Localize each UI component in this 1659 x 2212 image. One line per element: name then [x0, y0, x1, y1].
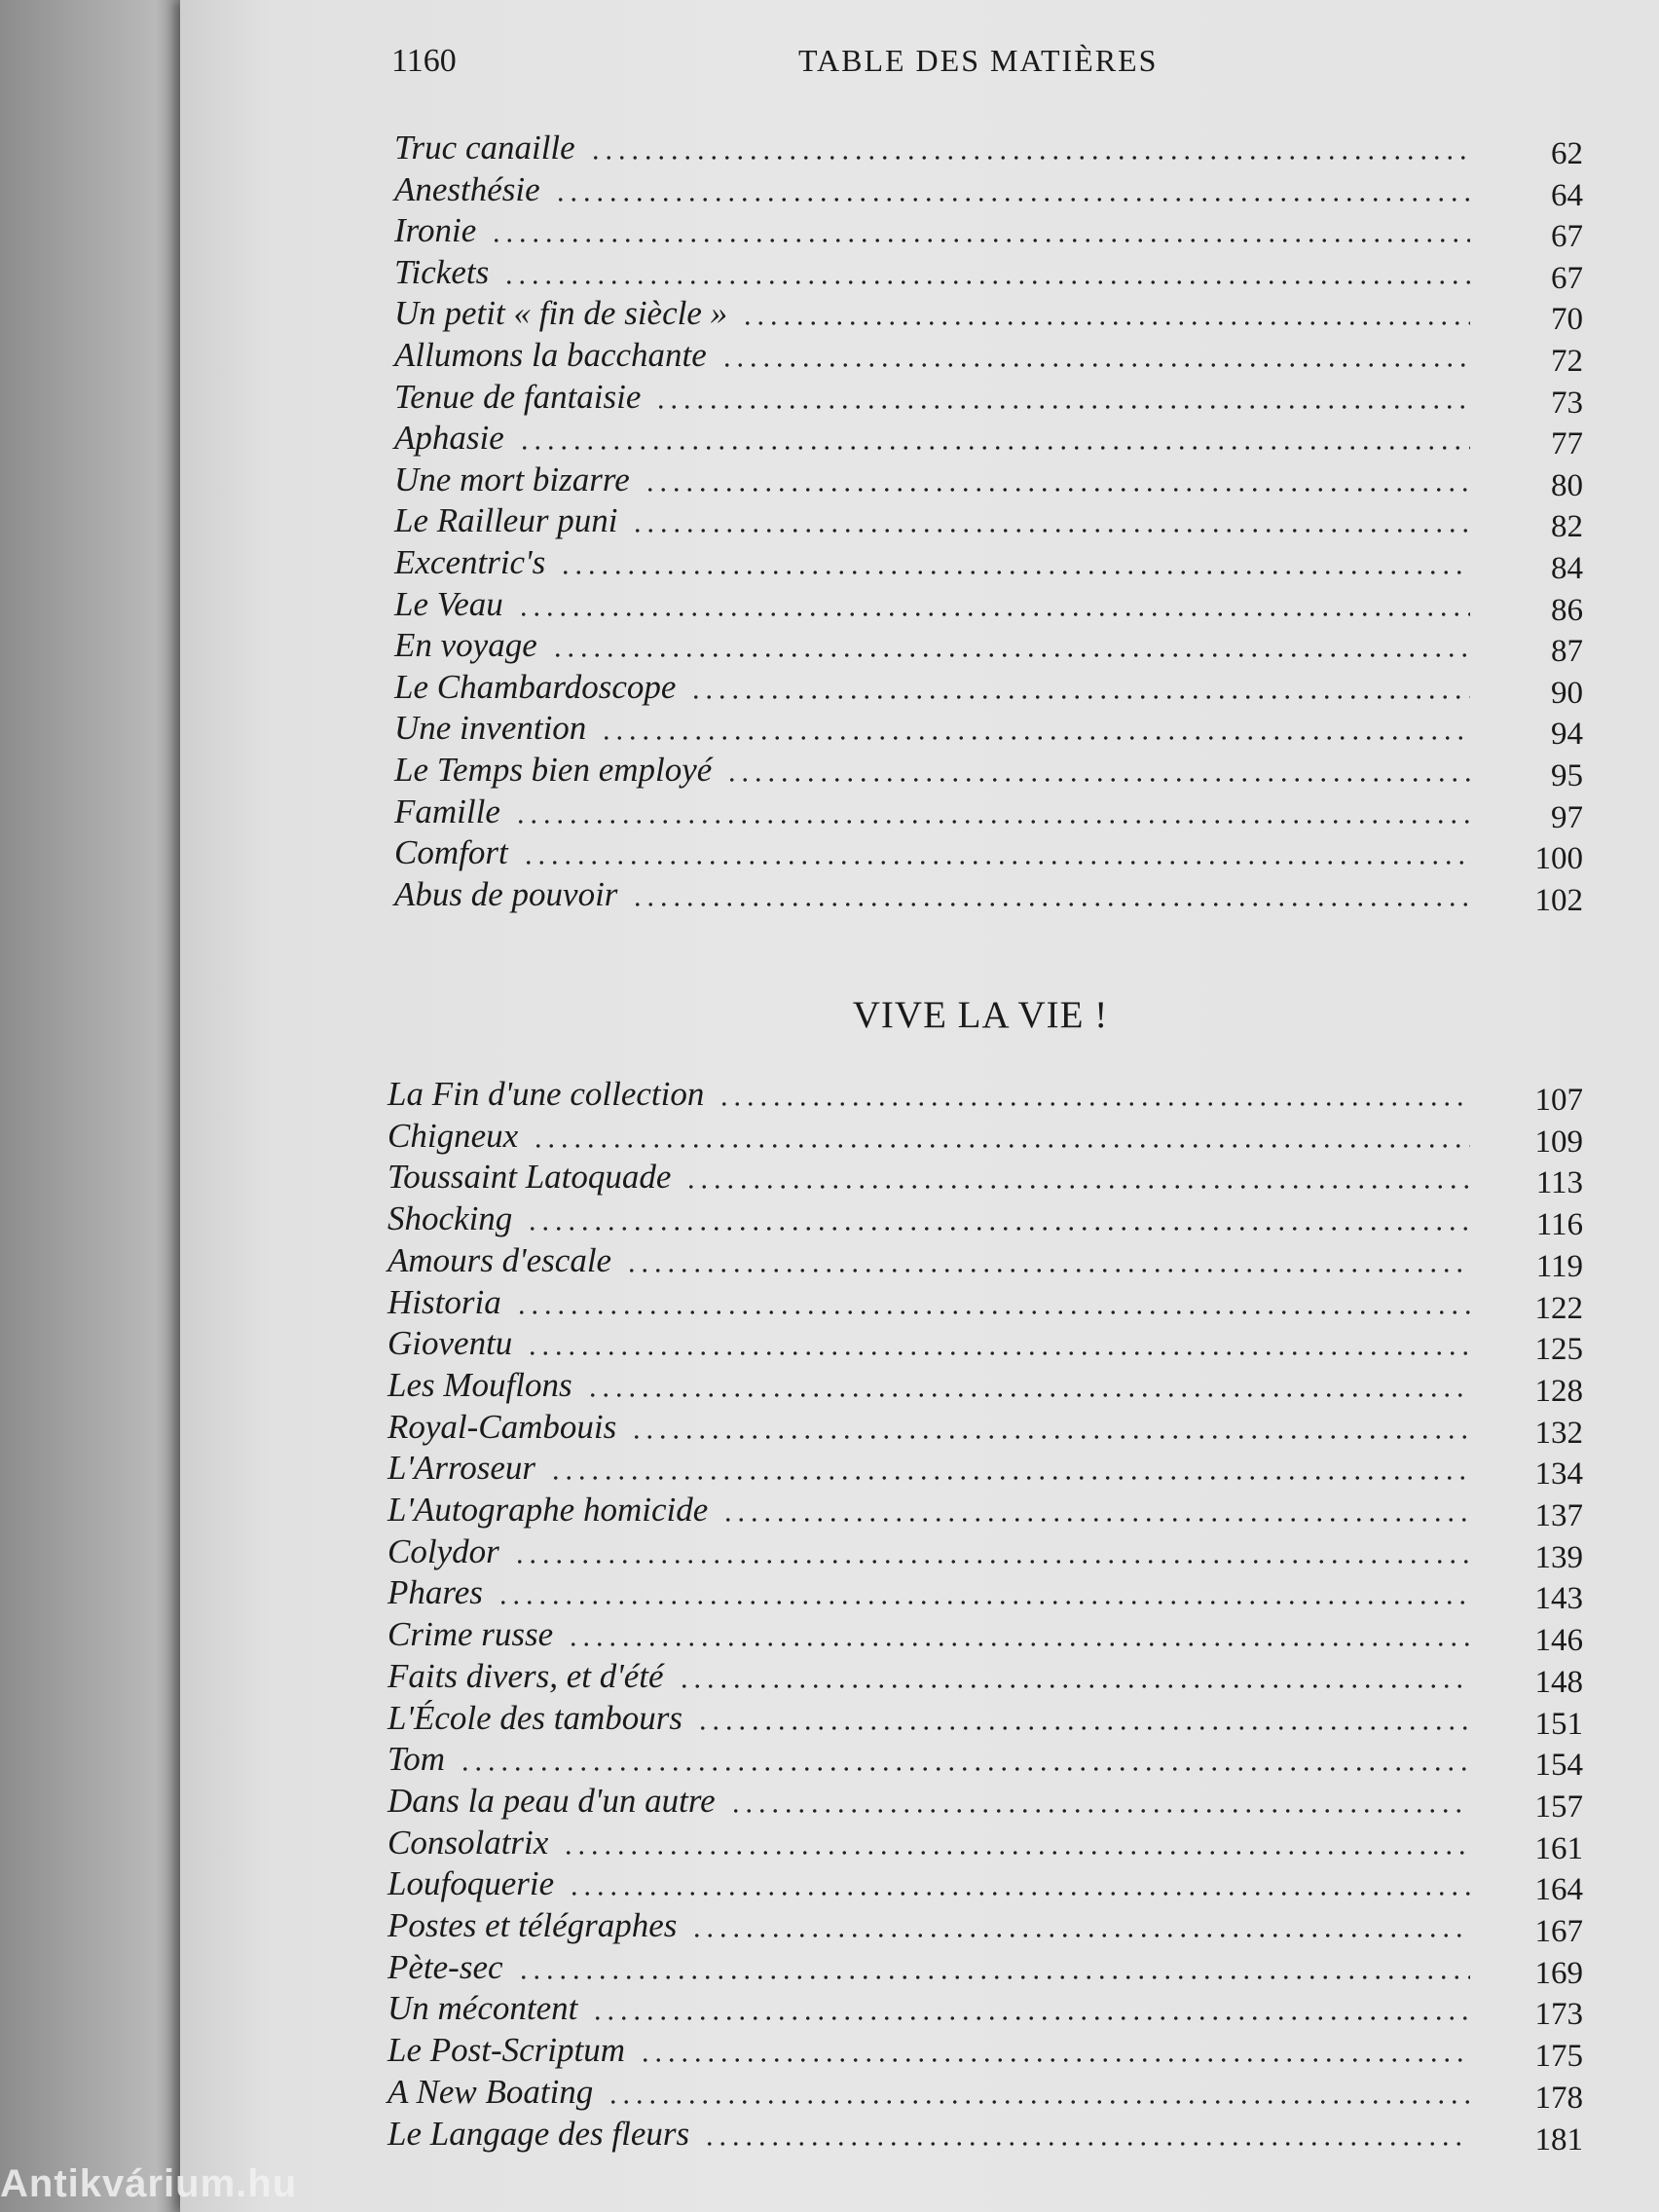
dot-leader — [517, 1975, 1470, 1979]
toc-entry — [0, 294, 1659, 338]
toc-entry-title: L'Arroseur — [387, 1449, 536, 1488]
toc-entry-title: Historia — [387, 1282, 501, 1321]
dot-leader — [526, 1227, 1470, 1231]
toc-entry-title: Consolatrix — [387, 1823, 549, 1862]
toc-entry — [0, 875, 1659, 916]
toc-entry — [0, 1864, 1659, 1908]
toc-entry-title: Royal-Cambouis — [387, 1407, 617, 1446]
toc-entry-title: Le Veau — [394, 584, 503, 623]
dot-leader — [526, 1351, 1470, 1355]
toc-entry — [0, 2031, 1659, 2075]
toc-entry-title: Loufoquerie — [387, 1864, 555, 1903]
toc-entry-title: Faits divers, et d'été — [387, 1656, 664, 1695]
toc-entry-title: Un mécontent — [387, 1989, 578, 2028]
toc-entry — [0, 543, 1659, 584]
toc-entry-title: Les Mouflons — [387, 1365, 572, 1404]
toc-entry — [0, 461, 1659, 501]
toc-entry — [0, 1075, 1659, 1116]
toc-entry-title: Ironie — [394, 211, 477, 250]
toc-entry — [0, 1491, 1659, 1531]
watermark: Antikvárium.hu — [0, 2162, 298, 2205]
dot-leader — [718, 1102, 1470, 1106]
toc-entry — [0, 1158, 1659, 1201]
toc-entry-title: Le Railleur puni — [394, 501, 618, 540]
toc-entry-title: Dans la peau d'un autre — [387, 1781, 716, 1820]
dot-leader — [720, 363, 1470, 367]
toc-entry-page: 134 — [1534, 1456, 1583, 1493]
toc-entry — [0, 833, 1659, 877]
toc-entry-title: En voyage — [394, 626, 537, 665]
dot-leader — [725, 778, 1470, 782]
toc-entry-page: 94 — [1551, 717, 1583, 753]
toc-entry-title: Allumons la bacchante — [394, 336, 707, 374]
toc-entry-page: 86 — [1551, 592, 1583, 628]
dot-leader — [684, 1185, 1470, 1189]
dot-leader — [567, 1642, 1470, 1646]
toc-entry — [0, 1824, 1659, 1864]
toc-entry-page: 70 — [1551, 302, 1583, 338]
toc-entry-title: Postes et télégraphes — [387, 1906, 678, 1944]
section-heading: VIVE LA VIE ! — [852, 994, 1109, 1036]
toc-entry — [0, 1657, 1659, 1698]
dot-leader — [518, 446, 1470, 450]
toc-entry-page: 169 — [1534, 1955, 1583, 1991]
toc-entry — [0, 751, 1659, 792]
dot-leader — [696, 1726, 1470, 1730]
dot-leader — [644, 488, 1470, 492]
toc-entry-title: Amours d'escale — [387, 1240, 612, 1279]
toc-entry-page: 90 — [1551, 675, 1583, 711]
toc-entry-title: Famille — [394, 792, 500, 830]
toc-entry — [0, 1532, 1659, 1573]
toc-entry — [0, 1948, 1659, 1989]
toc-entry-page: 139 — [1534, 1539, 1583, 1575]
toc-entry-title: Truc canaille — [394, 129, 575, 166]
toc-entry-title: Chigneux — [387, 1116, 519, 1155]
toc-entry-page: 173 — [1534, 1997, 1583, 2033]
dot-leader — [551, 653, 1470, 657]
toc-entry-title: Le Temps bien employé — [394, 751, 713, 789]
dot-leader — [639, 2058, 1470, 2062]
toc-entry-page: 100 — [1534, 841, 1583, 877]
toc-entry-title: Comfort — [394, 833, 508, 872]
toc-entry-page: 72 — [1551, 344, 1583, 379]
toc-entry-page: 167 — [1534, 1914, 1583, 1949]
toc-entry-page: 154 — [1534, 1748, 1583, 1784]
toc-entry-page: 67 — [1551, 219, 1583, 255]
toc-entry-title: Gioventu — [387, 1324, 513, 1363]
running-title: TABLE DES MATIÈRES — [798, 43, 1159, 78]
toc-entry-page: 62 — [1551, 136, 1583, 171]
toc-entry-page: 73 — [1551, 385, 1583, 421]
toc-entry-page: 157 — [1534, 1788, 1583, 1825]
toc-entry — [0, 1740, 1659, 1784]
toc-entry — [0, 1117, 1659, 1158]
toc-entry-page: 128 — [1534, 1373, 1583, 1409]
toc-entry — [0, 211, 1659, 255]
toc-entry — [0, 626, 1659, 670]
toc-entry-page: 146 — [1534, 1623, 1583, 1659]
toc-entry-page: 109 — [1534, 1124, 1583, 1160]
dot-leader — [532, 1144, 1470, 1148]
toc-entry-title: Phares — [387, 1573, 483, 1612]
toc-entry-title: Toussaint Latoquade — [387, 1158, 672, 1197]
toc-entry-page: 122 — [1534, 1290, 1583, 1326]
dot-leader — [690, 1934, 1470, 1937]
toc-entry — [0, 1408, 1659, 1449]
dot-leader — [562, 1851, 1470, 1855]
dot-leader — [654, 405, 1470, 409]
dot-leader — [522, 861, 1470, 865]
toc-entry — [0, 378, 1659, 419]
dot-leader — [689, 695, 1470, 699]
toc-entry — [0, 1324, 1659, 1368]
toc-entry — [0, 793, 1659, 833]
toc-entry — [0, 668, 1659, 709]
dot-leader — [559, 571, 1470, 574]
toc-entry — [0, 709, 1659, 753]
toc-entry-page: 116 — [1535, 1207, 1583, 1243]
toc-entry-title: Une mort bizarre — [394, 460, 630, 498]
dot-leader — [515, 1310, 1470, 1314]
toc-entry — [0, 336, 1659, 377]
toc-entry-page: 175 — [1534, 2039, 1583, 2075]
toc-entry-title: Le Post-Scriptum — [387, 2031, 626, 2070]
toc-entry-page: 102 — [1534, 882, 1583, 918]
toc-entry — [0, 1989, 1659, 2033]
dot-leader — [554, 198, 1470, 202]
toc-entry — [0, 1906, 1659, 1947]
dot-leader — [549, 1476, 1470, 1480]
toc-entry — [0, 1573, 1659, 1617]
dot-leader — [497, 1601, 1470, 1604]
toc-entry-title: Colydor — [387, 1531, 499, 1570]
dot-leader — [630, 1435, 1470, 1439]
toc-entry — [0, 1366, 1659, 1407]
dot-leader — [600, 736, 1470, 740]
toc-entry-title: La Fin d'une collection — [387, 1075, 705, 1113]
toc-entry — [0, 1449, 1659, 1493]
dot-leader — [502, 280, 1470, 284]
toc-entry — [0, 501, 1659, 545]
toc-entry — [0, 585, 1659, 626]
dot-leader — [513, 1560, 1470, 1564]
toc-entry-page: 80 — [1551, 467, 1583, 503]
toc-entry-page: 119 — [1535, 1248, 1583, 1284]
dot-leader — [631, 903, 1470, 906]
dot-leader — [678, 1684, 1470, 1688]
toc-entry-title: Crime russe — [387, 1615, 554, 1654]
toc-entry — [0, 1615, 1659, 1659]
toc-entry-title: Shocking — [387, 1199, 513, 1238]
page-number: 1160 — [391, 43, 457, 79]
dot-leader — [631, 529, 1470, 533]
toc-entry-title: Aphasie — [394, 419, 504, 458]
toc-entry-page: 132 — [1534, 1415, 1583, 1451]
toc-entry-title: Une invention — [394, 709, 587, 748]
toc-entry-title: Un petit « fin de siècle » — [394, 294, 728, 333]
toc-entry — [0, 253, 1659, 294]
toc-entry-title: Le Langage des fleurs — [387, 2114, 690, 2153]
toc-entry-page: 148 — [1534, 1664, 1583, 1700]
toc-entry-title: A New Boating — [387, 2072, 594, 2111]
toc-entry — [0, 1782, 1659, 1823]
toc-entry-page: 67 — [1551, 260, 1583, 296]
dot-leader — [589, 156, 1470, 160]
toc-entry — [0, 1199, 1659, 1243]
dot-leader — [490, 239, 1470, 242]
toc-entry-page: 97 — [1551, 799, 1583, 835]
toc-entry-page: 113 — [1535, 1165, 1583, 1201]
toc-entry-page: 151 — [1534, 1706, 1583, 1742]
dot-leader — [586, 1393, 1470, 1397]
toc-entry-title: Pète-sec — [387, 1947, 503, 1986]
toc-entry-page: 178 — [1534, 2080, 1583, 2116]
toc-entry-page: 64 — [1551, 177, 1583, 213]
dot-leader — [514, 820, 1470, 824]
toc-entry-page: 125 — [1534, 1332, 1583, 1368]
dot-leader — [568, 1892, 1470, 1896]
toc-entry — [0, 129, 1659, 169]
toc-entry-page: 95 — [1551, 758, 1583, 793]
toc-entry-title: Le Chambardoscope — [394, 667, 677, 706]
toc-entry-title: L'Autographe homicide — [387, 1491, 709, 1529]
toc-entry-page: 84 — [1551, 551, 1583, 586]
dot-leader — [741, 321, 1470, 325]
toc-entry-title: Tom — [387, 1740, 446, 1779]
toc-entry-page: 164 — [1534, 1872, 1583, 1908]
toc-entry-page: 82 — [1551, 509, 1583, 545]
toc-entry — [0, 1241, 1659, 1282]
toc-entry-title: Excentric's — [394, 543, 546, 581]
toc-entry-title: Abus de pouvoir — [394, 874, 618, 913]
toc-entry — [0, 2073, 1659, 2114]
toc-entry-page: 137 — [1534, 1498, 1583, 1533]
toc-entry-page: 107 — [1534, 1083, 1583, 1118]
toc-entry-page: 77 — [1551, 426, 1583, 462]
dot-leader — [607, 2100, 1470, 2104]
toc-entry — [0, 1699, 1659, 1740]
toc-entry-title: L'École des tambours — [387, 1698, 683, 1737]
dot-leader — [591, 2016, 1470, 2020]
toc-entry-page: 181 — [1534, 2121, 1583, 2157]
dot-leader — [703, 2142, 1470, 2146]
toc-entry — [0, 170, 1659, 211]
dot-leader — [729, 1809, 1470, 1813]
toc-entry-title: Anesthésie — [394, 169, 540, 208]
dot-leader — [625, 1269, 1470, 1272]
toc-entry — [0, 1283, 1659, 1324]
dot-leader — [517, 612, 1470, 616]
toc-entry-title: Tickets — [394, 252, 490, 291]
toc-entry-title: Tenue de fantaisie — [394, 377, 642, 416]
toc-entry — [0, 2115, 1659, 2156]
toc-entry-page: 87 — [1551, 634, 1583, 670]
dot-leader — [721, 1518, 1470, 1522]
dot-leader — [459, 1767, 1470, 1771]
toc-entry — [0, 419, 1659, 460]
toc-entry-page: 143 — [1534, 1581, 1583, 1617]
toc-entry-page: 161 — [1534, 1830, 1583, 1866]
